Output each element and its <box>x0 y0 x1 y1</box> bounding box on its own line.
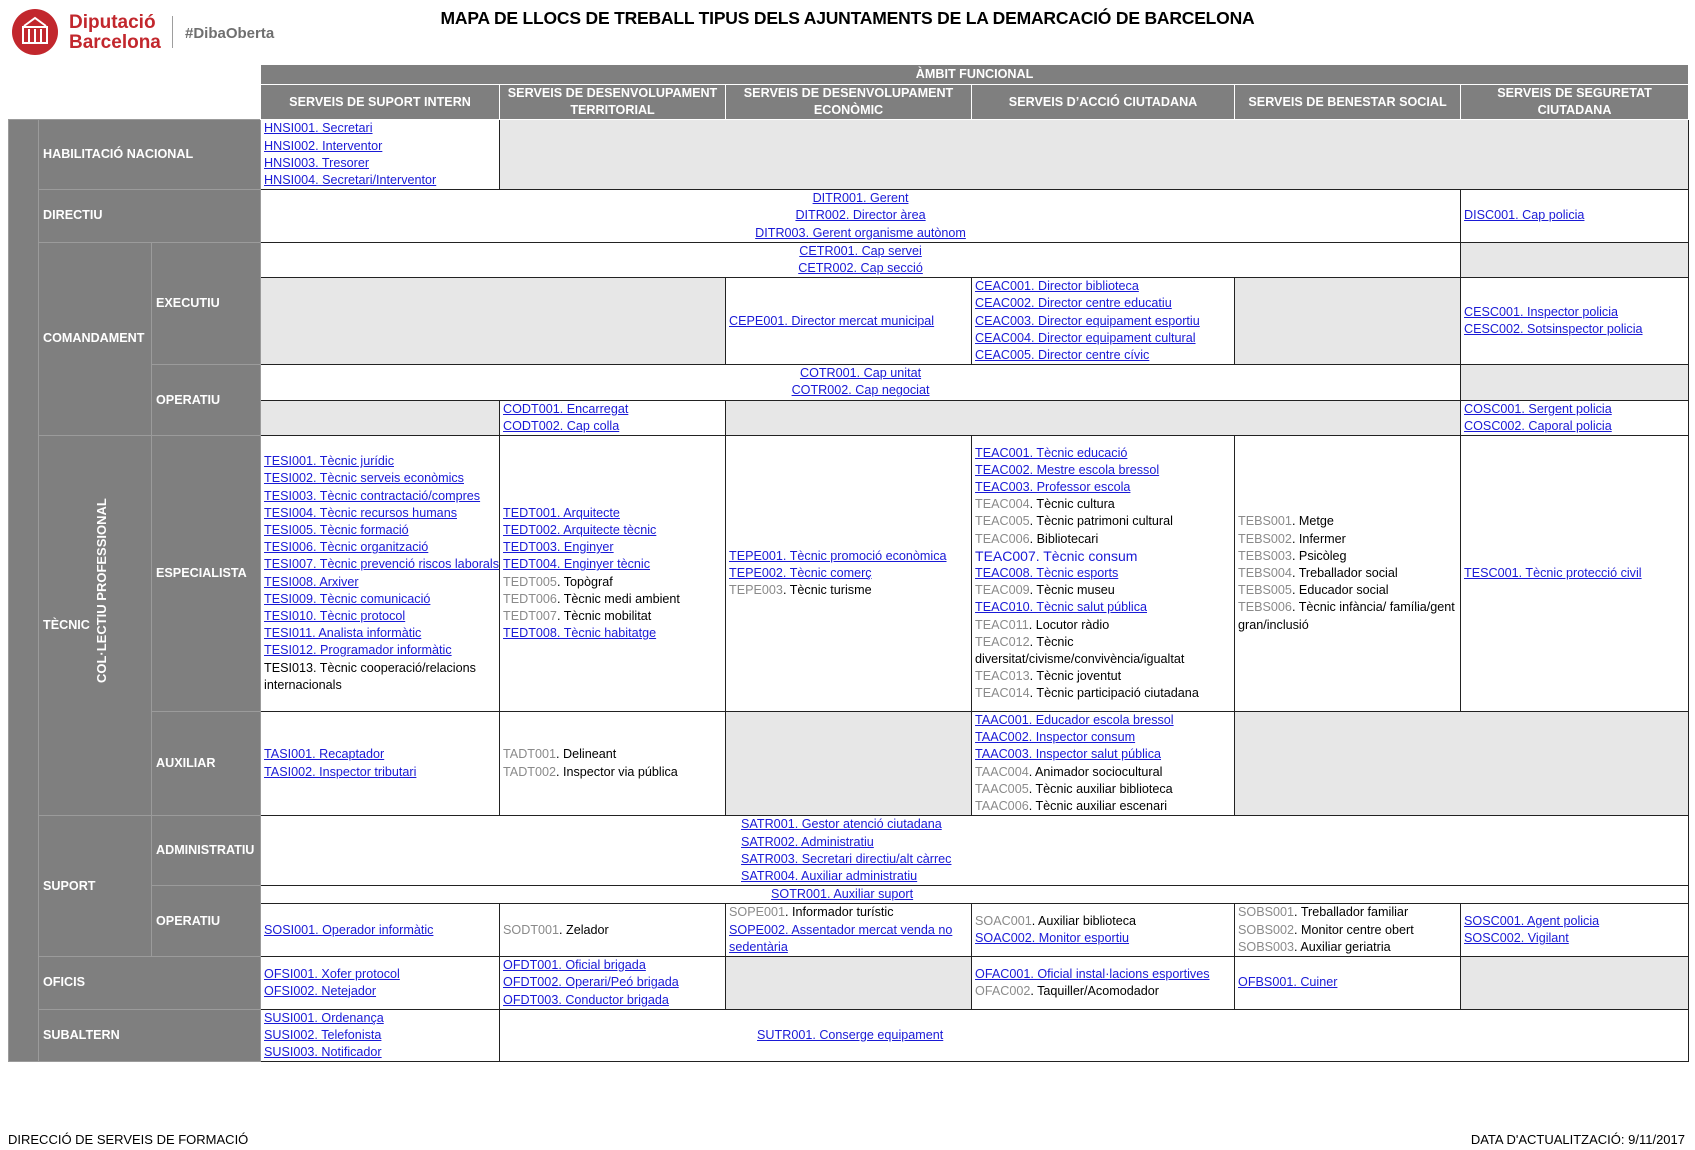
cell-of-bs <box>1235 957 1461 1010</box>
job-link[interactable]: SOTR001. Auxiliar suport <box>771 887 914 902</box>
job-map-table <box>8 64 1689 1062</box>
col-desenvolupament-economic: SERVEIS DE DESENVOLUPAMENT ECONÒMIC <box>726 85 972 120</box>
job-item: TEDT007. Tècnic mobilitat <box>503 608 652 623</box>
cell-su-all <box>500 1009 1689 1062</box>
cell-dir-all <box>261 190 1461 243</box>
cell-cot-sc-empty <box>1461 365 1689 400</box>
job-link[interactable]: TEDT002. Arquitecte tècnic <box>503 522 657 537</box>
job-item: TEAC011. Locutor ràdio <box>975 617 1110 632</box>
job-item: TESI013. Tècnic cooperació/relacions internacionals <box>264 660 476 692</box>
cell-te-sc <box>1461 436 1689 712</box>
job-item: SOBS002. Monitor centre obert <box>1238 922 1414 937</box>
cell-hn-si <box>261 120 500 190</box>
cell-dir-sc <box>1461 190 1689 243</box>
corner-blank <box>9 65 261 85</box>
job-link[interactable]: TEAC002. Mestre escola bressol <box>975 462 1160 477</box>
job-item: TEPE003. Tècnic turisme <box>729 583 872 598</box>
job-link[interactable]: SUSI002. Telefonista <box>264 1027 382 1042</box>
row-label-operatiu-suport: OPERATIU <box>152 886 261 957</box>
job-link[interactable]: SOPE002. Assentador mercat venda no sedentària <box>729 922 953 954</box>
job-link[interactable]: HNSI002. Interventor <box>264 138 383 153</box>
job-item: TAAC005. Tècnic auxiliar biblioteca <box>975 781 1173 796</box>
row-label-executiu: EXECUTIU <box>152 242 261 364</box>
job-link[interactable]: CESC001. Inspector policia <box>1464 305 1619 320</box>
cell-te-si <box>261 436 500 712</box>
job-link[interactable]: TESI004. Tècnic recursos humans <box>264 505 457 520</box>
job-item: TEBS006. Tècnic infància/ família/gent gran/inclusió <box>1238 600 1455 632</box>
job-link[interactable]: CETR002. Cap secció <box>798 261 923 276</box>
cell-ta-pe-empty <box>726 712 972 816</box>
job-link[interactable]: CEAC004. Director equipament cultural <box>975 330 1196 345</box>
job-link[interactable]: DISC001. Cap policia <box>1464 208 1585 223</box>
job-link[interactable]: TASI001. Recaptador <box>264 747 385 762</box>
cell-so-dt <box>500 904 726 957</box>
job-item: TEBS005. Educador social <box>1238 583 1389 598</box>
job-link[interactable]: CEAC001. Director biblioteca <box>975 279 1139 294</box>
job-link[interactable]: CEAC005. Director centre cívic <box>975 348 1150 363</box>
hashtag: #DibaOberta <box>185 25 275 42</box>
job-link[interactable]: CODT002. Cap colla <box>503 418 620 433</box>
brand-line-2: Barcelona <box>69 32 161 53</box>
job-link[interactable]: TESI003. Tècnic contractació/compres <box>264 488 481 503</box>
job-link[interactable]: SATR001. Gestor atenció ciutadana <box>741 817 942 832</box>
job-link[interactable]: OFDT003. Conductor brigada <box>503 992 669 1007</box>
job-item: SOBS003. Auxiliar geriatria <box>1238 939 1391 954</box>
job-item: SOPE001. Informador turístic <box>729 905 894 920</box>
job-link[interactable]: TEAC008. Tècnic esports <box>975 565 1119 580</box>
row-label-directiu: DIRECTIU <box>39 190 261 243</box>
job-link[interactable]: CETR001. Cap servei <box>799 243 922 258</box>
job-item: TEAC014. Tècnic participació ciutadana <box>975 686 1199 701</box>
cell-co-mid-empty <box>726 400 1461 435</box>
cell-of-pe-empty <box>726 957 972 1010</box>
job-link[interactable]: TEDT003. Enginyer <box>503 540 614 555</box>
job-item: TAAC004. Animador sociocultural <box>975 764 1163 779</box>
job-link[interactable]: SATR002. Administratiu <box>741 834 874 849</box>
page-header <box>0 0 1695 60</box>
cell-sot-all <box>261 886 1689 904</box>
job-link[interactable]: HNSI003. Tresorer <box>264 155 370 170</box>
col-seguretat-ciutadana: SERVEIS DE SEGURETAT CIUTADANA <box>1461 85 1689 120</box>
row-label-habilitacio: HABILITACIÓ NACIONAL <box>39 120 261 190</box>
cell-te-dt <box>500 436 726 712</box>
job-link[interactable]: TEAC007. Tècnic consum <box>975 547 1138 564</box>
job-link[interactable]: HNSI001. Secretari <box>264 121 373 136</box>
job-item: TEAC005. Tècnic patrimoni cultural <box>975 514 1173 529</box>
job-link[interactable]: TEAC003. Professor escola <box>975 479 1131 494</box>
job-link[interactable]: SOSC001. Agent policia <box>1464 914 1600 929</box>
job-item: SOAC001. Auxiliar biblioteca <box>975 914 1137 929</box>
job-link[interactable]: COSC001. Sergent policia <box>1464 401 1612 416</box>
job-item: TADT002. Inspector via pública <box>503 764 678 779</box>
row-label-oficis: OFICIS <box>39 957 261 1010</box>
job-link[interactable]: CEAC003. Director equipament esportiu <box>975 313 1200 328</box>
row-label-subaltern: SUBALTERN <box>39 1009 261 1062</box>
row-label-especialista: ESPECIALISTA <box>152 436 261 712</box>
job-link[interactable]: OFSI002. Netejador <box>264 983 377 998</box>
job-link[interactable]: TESI010. Tècnic protocol <box>264 608 406 623</box>
footer-right: DATA D'ACTUALITZACIÓ: 9/11/2017 <box>1470 1132 1685 1147</box>
job-link[interactable]: SUSI003. Notificador <box>264 1045 382 1060</box>
job-link[interactable]: SUTR001. Conserge equipament <box>757 1027 944 1042</box>
job-link[interactable]: OFSI001. Xofer protocol <box>264 966 400 981</box>
row-label-suport: SUPORT <box>39 816 152 957</box>
cell-ta-bs-sc-empty <box>1235 712 1689 816</box>
footer-left: DIRECCIÓ DE SERVEIS DE FORMACIÓ <box>8 1132 249 1147</box>
job-item: TEBS003. Psicòleg <box>1238 548 1347 563</box>
cell-of-dt <box>500 957 726 1010</box>
cell-co-si-empty <box>261 400 500 435</box>
cell-of-si <box>261 957 500 1010</box>
cell-sa-all <box>261 816 1689 886</box>
job-link[interactable]: TAAC001. Educador escola bressol <box>975 713 1174 728</box>
job-link[interactable]: TESC001. Tècnic protecció civil <box>1464 565 1642 580</box>
job-link[interactable]: CODT001. Encarregat <box>503 401 629 416</box>
job-item: TEDT005. Topògraf <box>503 574 613 589</box>
job-link[interactable]: TEAC001. Tècnic educació <box>975 445 1128 460</box>
col-desenvolupament-territorial: SERVEIS DE DESENVOLUPAMENT TERRITORIAL <box>500 85 726 120</box>
cell-so-ac <box>972 904 1235 957</box>
job-link[interactable]: OFDT002. Operari/Peó brigada <box>503 975 679 990</box>
cell-so-pe <box>726 904 972 957</box>
job-link[interactable]: SOAC002. Monitor esportiu <box>975 931 1130 946</box>
job-link[interactable]: TESI002. Tècnic serveis econòmics <box>264 471 464 486</box>
job-link[interactable]: SUSI001. Ordenança <box>264 1010 384 1025</box>
job-item: TEBS004. Treballador social <box>1238 565 1398 580</box>
job-link[interactable]: TEDT004. Enginyer tècnic <box>503 557 651 572</box>
cell-co-dt <box>500 400 726 435</box>
job-link[interactable]: OFBS001. Cuiner <box>1238 975 1338 990</box>
job-link[interactable]: SATR004. Auxiliar administratiu <box>741 868 918 883</box>
cell-of-ac <box>972 957 1235 1010</box>
job-link[interactable]: TESI007. Tècnic prevenció riscos laborals <box>264 557 499 572</box>
job-item: SOBS001. Treballador familiar <box>1238 905 1409 920</box>
cell-co-sc <box>1461 400 1689 435</box>
job-item: TEAC012. Tècnic diversitat/civisme/convivència/igualtat <box>975 634 1185 666</box>
cell-te-pe <box>726 436 972 712</box>
cell-so-sc <box>1461 904 1689 957</box>
job-link[interactable]: COSC002. Caporal policia <box>1464 418 1612 433</box>
cell-ce-ac <box>972 278 1235 365</box>
job-link[interactable]: DITR002. Director àrea <box>795 208 926 223</box>
cell-so-bs <box>1235 904 1461 957</box>
cell-cet-all <box>261 242 1461 277</box>
job-link[interactable]: TASI002. Inspector tributari <box>264 764 417 779</box>
job-link[interactable]: COTR002. Cap negociat <box>791 383 930 398</box>
page-title: MAPA DE LLOCS DE TREBALL TIPUS DELS AJUNTAMENTS DE LA DEMARCACIÓ DE BARCELONA <box>440 8 1255 28</box>
job-link[interactable]: TESI008. Arxiver <box>264 574 359 589</box>
corner-blank-2 <box>9 85 261 120</box>
job-link[interactable]: CEAC002. Director centre educatiu <box>975 296 1172 311</box>
job-item: TEAC013. Tècnic joventut <box>975 669 1122 684</box>
job-item: TEBS002. Infermer <box>1238 531 1346 546</box>
job-link[interactable]: TESI005. Tècnic formació <box>264 522 409 537</box>
cell-te-ac <box>972 436 1235 712</box>
cell-ta-si <box>261 712 500 816</box>
cell-cot-all <box>261 365 1461 400</box>
job-link[interactable]: SOSI001. Operador informàtic <box>264 922 434 937</box>
cell-so-si <box>261 904 500 957</box>
col-suport-intern: SERVEIS DE SUPORT INTERN <box>261 85 500 120</box>
brand-line-1: Diputació <box>69 12 156 33</box>
row-label-administratiu: ADMINISTRATIU <box>152 816 261 886</box>
job-item: TEAC004. Tècnic cultura <box>975 497 1115 512</box>
job-link[interactable]: TEDT008. Tècnic habitatge <box>503 626 657 641</box>
job-link[interactable]: TEAC010. Tècnic salut pública <box>975 600 1148 615</box>
ambit-header: ÀMBIT FUNCIONAL <box>261 65 1689 85</box>
cell-cet-sc-empty <box>1461 242 1689 277</box>
row-label-auxiliar: AUXILIAR <box>152 712 261 816</box>
job-item: TEBS001. Metge <box>1238 514 1334 529</box>
job-item: TADT001. Delineant <box>503 747 617 762</box>
cell-ce-bs-empty <box>1235 278 1461 365</box>
job-link[interactable]: TESI006. Tècnic organització <box>264 540 429 555</box>
cell-hn-empty <box>500 120 1689 190</box>
row-label-comandament: COMANDAMENT <box>39 242 152 435</box>
cell-ce-si-dt-empty <box>261 278 726 365</box>
job-item: TEAC009. Tècnic museu <box>975 583 1115 598</box>
job-link[interactable]: TAAC002. Inspector consum <box>975 730 1136 745</box>
job-link[interactable]: TEPE001. Tècnic promoció econòmica <box>729 548 947 563</box>
col-accio-ciutadana: SERVEIS D’ACCIÓ CIUTADANA <box>972 85 1235 120</box>
job-link[interactable]: TESI011. Analista informàtic <box>264 626 422 641</box>
cell-ce-sc <box>1461 278 1689 365</box>
cell-ce-pe <box>726 278 972 365</box>
job-link[interactable]: HNSI004. Secretari/Interventor <box>264 173 437 188</box>
job-link[interactable]: CESC002. Sotsinspector policia <box>1464 322 1643 337</box>
job-link[interactable]: TESI009. Tècnic comunicació <box>264 591 431 606</box>
job-link[interactable]: SATR003. Secretari directiu/alt càrrec <box>741 851 952 866</box>
cell-of-sc-empty <box>1461 957 1689 1010</box>
job-item: SODT001. Zelador <box>503 922 609 937</box>
job-link[interactable]: TESI001. Tècnic jurídic <box>264 454 394 469</box>
job-link[interactable]: SOSC002. Vigilant <box>1464 931 1569 946</box>
row-label-tecnic: TÈCNIC <box>39 436 152 816</box>
cell-su-si <box>261 1009 500 1062</box>
job-link[interactable]: TEPE002. Tècnic comerç <box>729 565 872 580</box>
cell-ta-dt <box>500 712 726 816</box>
job-item: TEAC006. Bibliotecari <box>975 531 1099 546</box>
job-link[interactable]: TAAC003. Inspector salut pública <box>975 747 1162 762</box>
job-link[interactable]: OFDT001. Oficial brigada <box>503 958 646 973</box>
job-link[interactable]: CEPE001. Director mercat municipal <box>729 313 935 328</box>
job-item: TAAC006. Tècnic auxiliar escenari <box>975 799 1168 814</box>
job-item: TEDT006. Tècnic medi ambient <box>503 591 680 606</box>
job-item: OFAC002. Taquiller/Acomodador <box>975 983 1159 998</box>
job-link[interactable]: COTR001. Cap unitat <box>799 366 922 381</box>
job-link[interactable]: OFAC001. Oficial instal·lacions esportives <box>975 966 1210 981</box>
job-link[interactable]: TESI012. Programador informàtic <box>264 643 452 658</box>
col-benestar-social: SERVEIS DE BENESTAR SOCIAL <box>1235 85 1461 120</box>
job-link[interactable]: DITR003. Gerent organisme autònom <box>755 225 966 240</box>
collectiu-professional-label: COL·LECTIU PROFESSIONAL <box>9 120 39 1062</box>
row-label-operatiu: OPERATIU <box>152 365 261 436</box>
job-link[interactable]: TEDT001. Arquitecte <box>503 505 620 520</box>
job-link[interactable]: DITR001. Gerent <box>812 191 909 206</box>
cell-ta-ac <box>972 712 1235 816</box>
cell-te-bs <box>1235 436 1461 712</box>
